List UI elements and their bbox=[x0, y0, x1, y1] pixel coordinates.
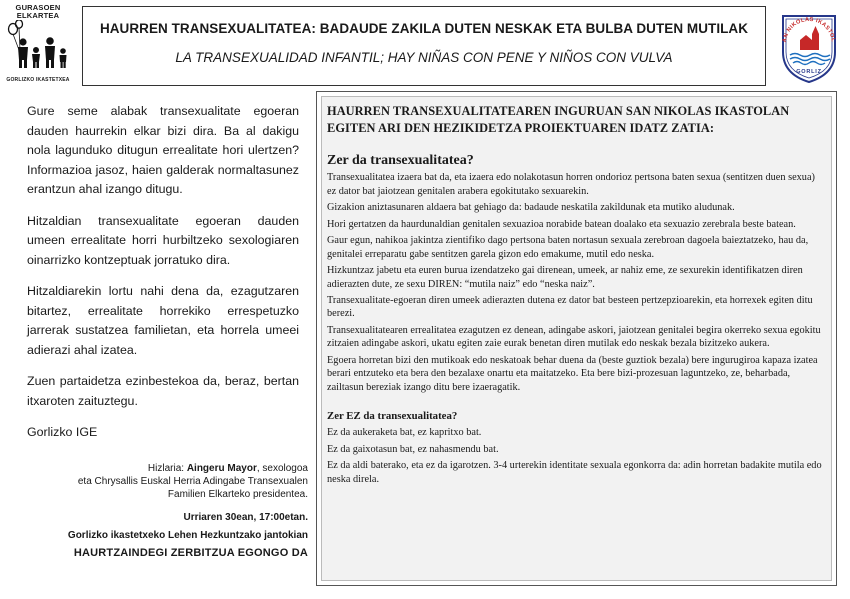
logo-org-line2: ELKARTEA bbox=[16, 11, 60, 20]
ikastola-seal-icon bbox=[778, 8, 840, 84]
intro-text bbox=[27, 102, 299, 455]
parents-association-logo bbox=[5, 4, 71, 88]
page-title: HAURREN TRANSEXUALITATEA: BADAUDE ZAKILA DUTEN NESKAK ETA BULBA DUTEN MUTILAK bbox=[99, 21, 749, 36]
speaker-role: , sexologoa bbox=[256, 463, 308, 474]
logo-org-line1: GURASOEN bbox=[15, 3, 61, 12]
what-is-not-heading: Zer EZ da transexualitatea? bbox=[327, 409, 458, 422]
family-icon bbox=[5, 20, 71, 70]
talk-details bbox=[28, 462, 308, 560]
what-is-not-paragraph: Ez da gaixotasun bat, ez nahasmendu bat. bbox=[327, 443, 499, 455]
what-is-paragraph: Hori gertatzen da haurdunaldian genitalen sexuazioa norabide batean doalako eta sexuazio zerebrala beste batean. bbox=[327, 218, 796, 230]
what-is-paragraph: Gaur egun, nahikoa jakintza zientifiko dago pertsona baten nortasun sexuala zerebroan dagoela baieztatzeko, hau da, genitalei erreparatu gabe sentitzen garela gizon edo emakume, mutil edo neska. bbox=[327, 235, 809, 260]
what-is-not-paragraph: Ez da aukeraketa bat, ez kapritxo bat. bbox=[327, 427, 482, 439]
what-is-paragraph: Gizakion aniztasunaren aldaera bat gehiago da: badaude neskatila zakildunak eta mutiko aludunak. bbox=[327, 202, 735, 214]
speaker-line-2: eta Chrysallis Euskal Herria Adingabe Transexualen bbox=[77, 476, 308, 487]
intro-signature: Gorlizko IGE bbox=[27, 425, 98, 439]
what-is-not-paragraph: Ez da aldi baterako, eta ez da igarotzen. 3-4 urterekin identitate sexuala egonkorra da: adin horretan badakite mutila edo neska direla. bbox=[327, 460, 822, 485]
excerpt-panel bbox=[316, 91, 837, 586]
panel-title: HAURREN TRANSEXUALITATEAREN INGURUAN SAN NIKOLAS IKASTOLAN EGITEN ARI DEN HEZIKIDETZA PROIEKTUAREN IDATZ ZATIA: bbox=[327, 104, 790, 135]
header-banner bbox=[82, 6, 766, 86]
intro-paragraph: Zuen partaidetza ezinbestekoa da, beraz, bertan itxaroten zaituztegu. bbox=[27, 374, 299, 408]
what-is-paragraph: Transexualitatea izaera bat da, eta izaera edo nolakotasun horren ondorioz pertsona baten sexua (sentitzen duen sexua) ez dator bat jaiotzean genitalen arabera egokitutako sexuarekin. bbox=[327, 172, 815, 197]
talk-location: Gorlizko ikastetxeko Lehen Hezkuntzako jantokian bbox=[67, 530, 308, 541]
childcare-notice: HAURTZAINDEGI ZERBITZUA EGONGO DA bbox=[73, 547, 308, 559]
intro-paragraph: Gure seme alabak transexualitate egoeran dauden haurrekin elkar bizi dira. Ba al dakigu nola lagunduko ditugun errealitate hori ulertzen? Informazioa jasoz, haien galderak normaltasunez erantzun ahal izango ditugu. bbox=[27, 104, 299, 196]
speaker-line bbox=[28, 462, 308, 475]
excerpt-panel-body bbox=[321, 96, 832, 581]
speaker-prefix: Hizlaria: bbox=[147, 463, 187, 474]
speaker-line-3: Familien Elkarteko presidentea. bbox=[167, 489, 308, 500]
intro-paragraph: Hitzaldian transexualitate egoeran dauden umeen errealitate horri hurbiltzeko sexologiaren oinarrizko kontzeptuak jorratuko dira. bbox=[27, 213, 299, 267]
logo-arc-text: AN NIKOLAS IKASTOL bbox=[781, 16, 836, 43]
talk-date: Urriaren 30ean, 17:00etan. bbox=[183, 512, 308, 523]
what-is-paragraph: Hizkuntzaz jabetu eta euren burua izendatzeko gai direnean, umeek, ar nahiz eme, ze sexurekin identifikatzen diren adierazten dute, ze sexu DIREN: “mutila naiz” edo “neska naiz”. bbox=[327, 265, 803, 290]
ikastola-logo bbox=[778, 8, 840, 84]
speaker-name: Aingeru Mayor bbox=[186, 463, 257, 474]
what-is-paragraph: Transexualitatearen errealitatea ezagutzen ez denean, adingabe askori, jaiotzean genitalei begira okerreko sexua egokitu zitzaien adingabe askori, ukatu egiten zaie eurak benetan diren mutilak edo neskak bezala bizitzeko aukera. bbox=[327, 325, 821, 350]
logo-school-name: GORLIZKO IKASTETXEA bbox=[6, 77, 70, 83]
intro-paragraph: Hitzaldiarekin lortu nahi dena da, ezagutzaren bitartez, errealitate horrekiko errespetuzko jarrerak sustatzea familietan, eta horrela umeei adierazi ahal izatea. bbox=[27, 284, 299, 357]
page-subtitle: LA TRANSEXUALIDAD INFANTIL; HAY NIÑAS CON PENE Y NIÑOS CON VULVA bbox=[175, 50, 673, 65]
what-is-heading: Zer da transexualitatea? bbox=[327, 153, 474, 168]
logo-town: GORLIZ bbox=[796, 69, 822, 75]
what-is-paragraph: Egoera horretan bizi den mutikoak edo neskatoak behar duena da (beste guztiok bezala) bere ingurugiroa kapaza izatea berari entzuteko eta bera den bezalaxe onartu eta maitatzeko. Eta bere bizi-prozesuan laguntzeko, ze, beharbada, zailtasun bereziak izango ditu bere izaeragatik. bbox=[327, 354, 818, 393]
what-is-paragraph: Transexualitate-egoeran diren umeek adierazten dutena ez dator bat besteen pertzepzioarekin, eta horrexek egiten ditu berezi. bbox=[327, 295, 813, 320]
